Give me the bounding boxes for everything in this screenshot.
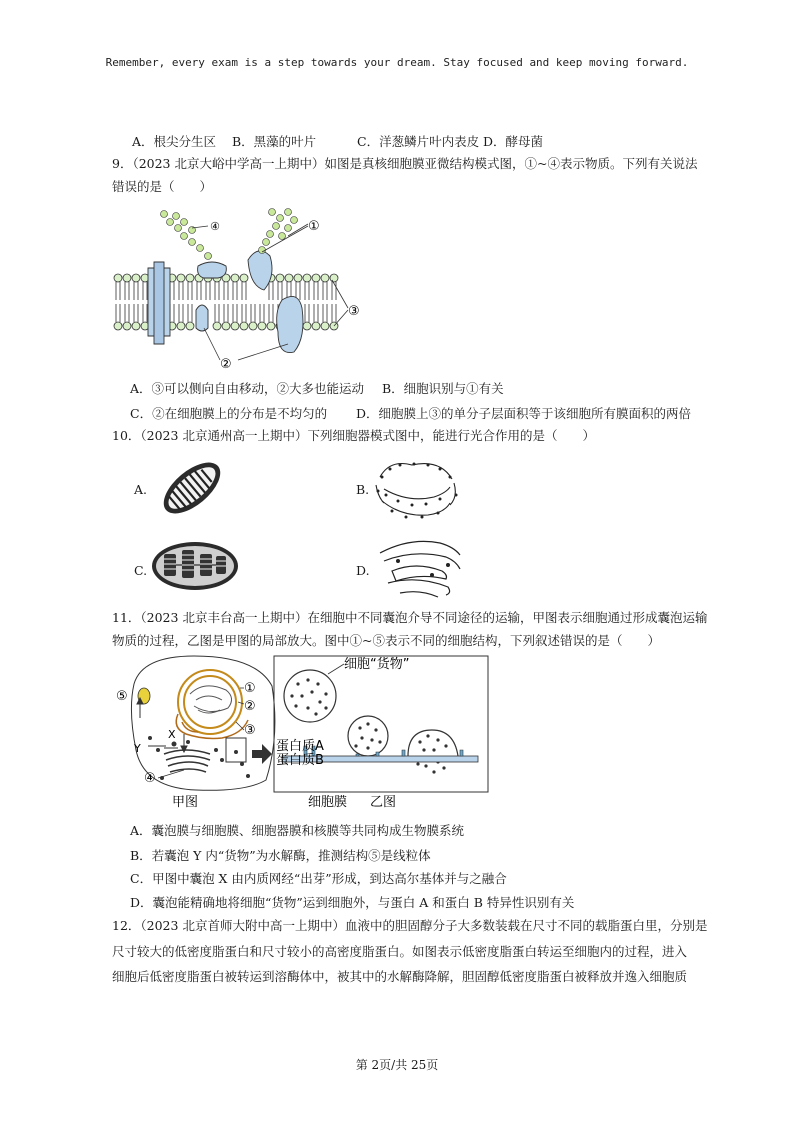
q9-label-3: ③ xyxy=(348,304,360,319)
q11-fig-label-5: ⑤ xyxy=(116,689,128,704)
q10-stem-line1: 10．（2023 北京通州高一上期中）下列细胞器模式图中，能进行光合作用的是（ ） xyxy=(112,428,595,443)
q9-stem-line1: 9．（2023 北京大峪中学高一上期中）如图是真核细胞膜亚微结构模式图，①~④表示物质。下列有关说法 xyxy=(112,156,698,171)
centrosome-ribosome-image xyxy=(370,455,460,525)
membrane-diagram xyxy=(112,200,382,370)
chloroplast-image xyxy=(150,540,240,592)
q11-fig-cargo-label: 细胞“货物” xyxy=(344,657,410,672)
q11-fig-label-4: ④ xyxy=(144,771,156,786)
q11-fig-protein-b: 蛋白质B xyxy=(276,753,324,768)
q9-label-2: ② xyxy=(220,357,232,372)
q11-fig-membrane: 细胞膜 xyxy=(308,795,348,810)
q8-option-b: B．黑藻的叶片 xyxy=(232,134,317,149)
q11-fig-caption-yi: 乙图 xyxy=(370,795,397,810)
q11-fig-label-2: ② xyxy=(244,699,256,714)
q11-option-c: C．甲图中囊泡 X 由内质网经“出芽”形成，到达高尔基体并与之融合 xyxy=(130,871,507,886)
q10-option-c: C. xyxy=(134,563,148,578)
q8-option-a: A．根尖分生区 xyxy=(132,134,217,149)
q9-option-c: C．②在细胞膜上的分布是不均匀的 xyxy=(130,406,328,421)
q11-option-b: B．若囊泡 Y 内“货物”为水解酶，推测结构⑤是线粒体 xyxy=(130,848,431,863)
golgi-er-image xyxy=(376,535,466,601)
q10-option-b: B. xyxy=(356,482,370,497)
q11-fig-label-y: Y xyxy=(134,742,141,755)
mitochondrion-image xyxy=(155,452,230,524)
q11-fig-label-x: X xyxy=(168,728,176,741)
header-motto: Remember, every exam is a step towards your dream. Stay focused and keep moving forward. xyxy=(105,56,689,69)
page-number: 第 2页/共 25页 xyxy=(355,1058,439,1072)
q11-fig-caption-jia: 甲图 xyxy=(172,795,199,810)
q12-stem-line2: 尺寸较大的低密度脂蛋白和尺寸较小的高密度脂蛋白。如图表示低密度脂蛋白转运至细胞内的过程，进入 xyxy=(112,944,688,959)
vesicle-transport-diagram xyxy=(112,654,492,814)
q11-stem-line1: 11．（2023 北京丰台高一上期中）在细胞中不同囊泡介导不同途径的运输，甲图表示细胞通过形成囊泡运输 xyxy=(112,610,708,625)
q8-option-c: C．洋葱鳞片叶内表皮 D．酵母菌 xyxy=(357,134,544,149)
q9-stem-line2: 错误的是（ ） xyxy=(112,179,213,194)
q11-option-a: A．囊泡膜与细胞膜、细胞器膜和核膜等共同构成生物膜系统 xyxy=(130,823,465,838)
q9-option-b: B．细胞识别与①有关 xyxy=(382,381,504,396)
q12-stem-line3: 细胞后低密度脂蛋白被转运到溶酶体中，被其中的水解酶降解，胆固醇低密度脂蛋白被释放并逸入细胞质 xyxy=(112,969,688,984)
q9-option-a: A．③可以侧向自由移动，②大多也能运动 xyxy=(130,381,365,396)
q11-fig-protein-a: 蛋白质A xyxy=(276,739,324,754)
q11-fig-label-1: ① xyxy=(244,681,256,696)
q11-stem-line2: 物质的过程，乙图是甲图的局部放大。图中①~⑤表示不同的细胞结构，下列叙述错误的是（ ） xyxy=(112,633,660,648)
q10-option-d: D. xyxy=(356,563,370,578)
q11-fig-label-3: ③ xyxy=(244,723,256,738)
q11-option-d: D．囊泡能精确地将细胞“货物”运到细胞外，与蛋白 A 和蛋白 B 特异性识别有关 xyxy=(130,895,575,910)
q9-label-4: ④ xyxy=(210,220,220,233)
q9-label-1: ① xyxy=(308,219,320,234)
q9-option-d: D．细胞膜上③的单分子层面积等于该细胞所有膜面积的两倍 xyxy=(356,406,692,421)
q10-option-a: A. xyxy=(134,482,148,497)
q12-stem-line1: 12．（2023 北京首师大附中高一上期中）血液中的胆固醇分子大多数装载在尺寸不同的载脂蛋白里，分别是 xyxy=(112,918,708,933)
